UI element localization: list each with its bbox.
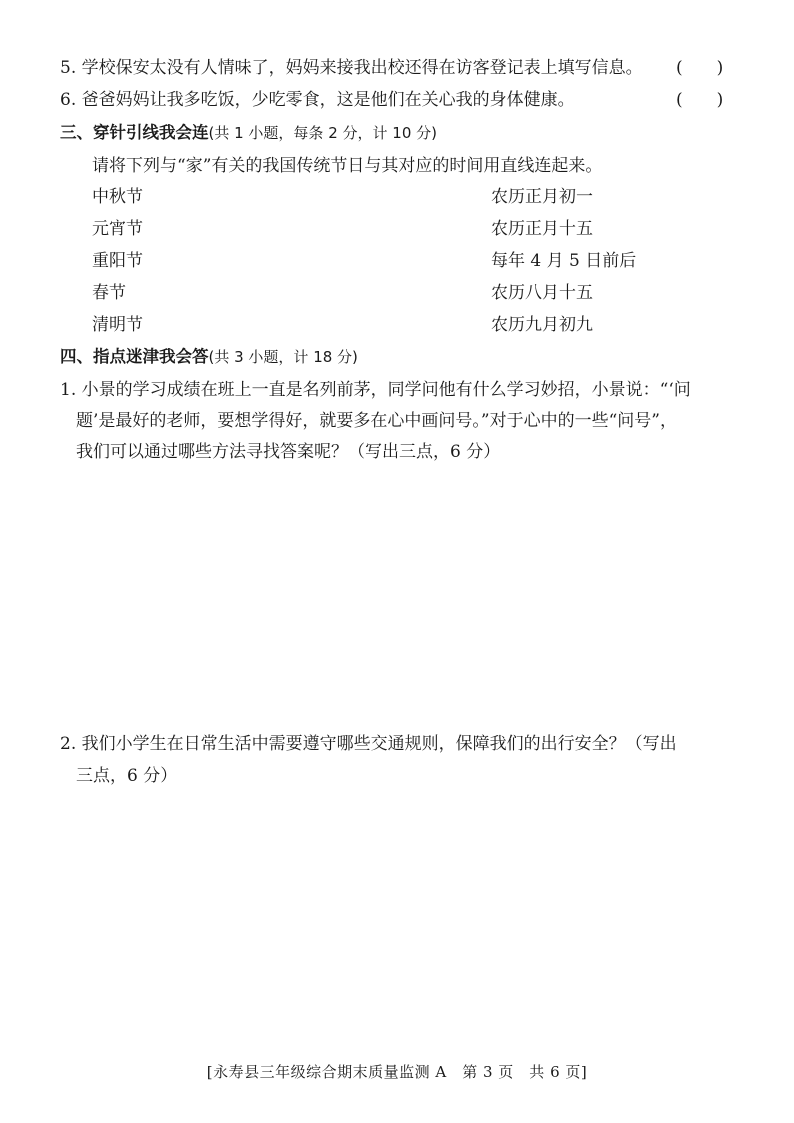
date-item[interactable]: 农历正月十五 <box>491 219 593 239</box>
page-footer: [永寿县三年级综合期末质量监测 A 第 3 页 共 6 页] <box>206 1063 588 1081</box>
section-4-heading <box>60 346 358 368</box>
section-4-title: 四、指点迷津我会答 <box>60 347 209 366</box>
question-1-line-1: 1. 小景的学习成绩在班上一直是名列前茅，同学问他有什么学习妙招，小景说：“‘问 <box>60 380 691 400</box>
festival-item[interactable]: 元宵节 <box>92 219 143 239</box>
date-item[interactable]: 每年 4 月 5 日前后 <box>491 251 637 271</box>
question-2-line-2: 三点，6 分） <box>76 766 178 786</box>
festival-item[interactable]: 春节 <box>92 283 126 303</box>
date-item[interactable]: 农历八月十五 <box>491 283 593 303</box>
answer-area-1[interactable] <box>76 475 736 715</box>
answer-bracket-6[interactable]: ( ) <box>676 90 724 110</box>
section-3-note: (共 1 小题，每条 2 分，计 10 分) <box>208 124 437 142</box>
festival-item[interactable]: 清明节 <box>92 315 143 335</box>
question-2-line-1: 2. 我们小学生在日常生活中需要遵守哪些交通规则，保障我们的出行安全？（写出 <box>60 734 677 754</box>
date-item[interactable]: 农历九月初九 <box>491 315 593 335</box>
judge-question-5: 5. 学校保安太没有人情味了，妈妈来接我出校还得在访客登记表上填写信息。 <box>60 58 643 78</box>
festival-item[interactable]: 重阳节 <box>92 251 143 271</box>
section-3-title: 三、穿针引线我会连 <box>60 123 209 142</box>
section-3-heading <box>60 122 437 144</box>
question-1-line-3: 我们可以通过哪些方法寻找答案呢？（写出三点，6 分） <box>76 442 501 462</box>
answer-area-2[interactable] <box>76 800 736 1040</box>
section-4-note: (共 3 小题，计 18 分) <box>208 348 358 366</box>
judge-question-6: 6. 爸爸妈妈让我多吃饭，少吃零食，这是他们在关心我的身体健康。 <box>60 90 575 110</box>
question-1-line-2: 题’是最好的老师，要想学得好，就要多在心中画问号。”对于心中的一些“问号”， <box>76 411 677 431</box>
matching-instruction: 请将下列与“家”有关的我国传统节日与其对应的时间用直线连起来。 <box>92 156 603 176</box>
answer-bracket-5[interactable]: ( ) <box>676 58 724 78</box>
festival-item[interactable]: 中秋节 <box>92 187 143 207</box>
date-item[interactable]: 农历正月初一 <box>491 187 593 207</box>
